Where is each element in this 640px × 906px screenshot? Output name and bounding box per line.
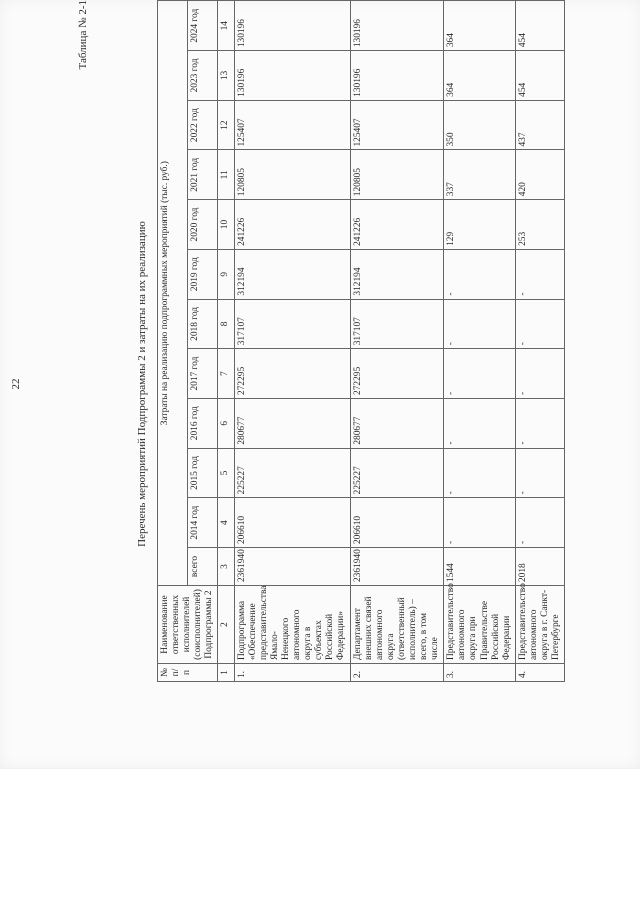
row-value: 125407 — [234, 100, 350, 150]
index-cell: 7 — [218, 349, 234, 399]
row-value: 225227 — [350, 448, 444, 498]
row-value: 206610 — [234, 498, 350, 548]
row-value: 280677 — [234, 398, 350, 448]
row-value: 120805 — [350, 150, 444, 200]
header-year: 2019 год — [188, 249, 218, 299]
row-value: 225227 — [234, 448, 350, 498]
row-name: Представительство автономного округа при Правительстве Российской Федерации — [444, 586, 516, 664]
row-value: 420 — [515, 150, 564, 200]
header-total: всего — [188, 548, 218, 586]
row-value: 253 — [515, 200, 564, 250]
table-title: Перечень мероприятий Подпрограммы 2 и затраты на их реализацию — [136, 221, 148, 547]
row-total: 2018 — [515, 548, 564, 586]
expenses-table — [157, 0, 565, 682]
index-cell: 9 — [218, 249, 234, 299]
row-value: 272295 — [350, 349, 444, 399]
row-value: 350 — [444, 100, 516, 150]
row-number: 2. — [350, 664, 444, 682]
table-row — [234, 1, 350, 682]
row-value: 317107 — [350, 299, 444, 349]
row-value: - — [515, 349, 564, 399]
row-value: 454 — [515, 51, 564, 101]
row-total: 1544 — [444, 548, 516, 586]
row-value: 130196 — [234, 51, 350, 101]
row-number: 4. — [515, 664, 564, 682]
header-year: 2014 год — [188, 498, 218, 548]
row-value: - — [444, 249, 516, 299]
row-value: 120805 — [234, 150, 350, 200]
row-value: 454 — [515, 1, 564, 51]
table-label: Таблица № 2-1 — [77, 0, 89, 70]
row-value: - — [444, 299, 516, 349]
header-year: 2024 год — [188, 1, 218, 51]
row-value: 125407 — [350, 100, 444, 150]
row-value: - — [515, 249, 564, 299]
header-year: 2016 год — [188, 398, 218, 448]
header-year: 2022 год — [188, 100, 218, 150]
row-value: - — [515, 448, 564, 498]
row-value: - — [444, 448, 516, 498]
row-value: 312194 — [350, 249, 444, 299]
header-name: Наименование ответственных исполнителей (соисполнителей) Подпрограммы 2 — [158, 586, 218, 664]
row-value: - — [515, 498, 564, 548]
header-no: № п/п — [158, 664, 218, 682]
row-value: 241226 — [350, 200, 444, 250]
row-name: Представительство автономного округа в г. Санкт-Петербурге — [515, 586, 564, 664]
index-cell: 10 — [218, 200, 234, 250]
table-row — [350, 1, 444, 682]
header-year: 2017 год — [188, 349, 218, 399]
index-cell: 12 — [218, 100, 234, 150]
table-row — [515, 1, 564, 682]
index-cell: 1 — [218, 664, 234, 682]
row-value: 317107 — [234, 299, 350, 349]
row-value: - — [444, 498, 516, 548]
row-value: 241226 — [234, 200, 350, 250]
index-row — [218, 1, 234, 682]
table-body — [234, 1, 565, 682]
header-year: 2018 год — [188, 299, 218, 349]
row-value: - — [515, 299, 564, 349]
row-name: Департамент внешних связей автономного округа (ответственный исполнитель) – всего, в том числе — [350, 586, 444, 664]
index-cell: 2 — [218, 586, 234, 664]
row-value: 364 — [444, 1, 516, 51]
row-value: 437 — [515, 100, 564, 150]
row-value: 312194 — [234, 249, 350, 299]
page-bottom-margin — [0, 768, 640, 906]
page-number: 22 — [10, 378, 22, 390]
row-value: 364 — [444, 51, 516, 101]
header-year: 2023 год — [188, 51, 218, 101]
header-year: 2015 год — [188, 448, 218, 498]
row-number: 3. — [444, 664, 516, 682]
row-value: - — [444, 349, 516, 399]
row-name: Подпрограмма «Обеспечение представительства Ямало-Ненецкого автономного округа в субъектах Российской Федерации» — [234, 586, 350, 664]
row-value: - — [444, 398, 516, 448]
row-value: 272295 — [234, 349, 350, 399]
index-cell: 4 — [218, 498, 234, 548]
row-value: - — [515, 398, 564, 448]
header-row-years — [188, 1, 218, 682]
header-year: 2021 год — [188, 150, 218, 200]
header-year: 2020 год — [188, 200, 218, 250]
row-number: 1. — [234, 664, 350, 682]
index-cell: 11 — [218, 150, 234, 200]
row-total: 2361940 — [350, 548, 444, 586]
row-value: 130196 — [350, 1, 444, 51]
index-cell: 13 — [218, 51, 234, 101]
row-value: 130196 — [350, 51, 444, 101]
row-value: 280677 — [350, 398, 444, 448]
index-cell: 6 — [218, 398, 234, 448]
row-value: 129 — [444, 200, 516, 250]
row-total: 2361940 — [234, 548, 350, 586]
header-row-1 — [158, 1, 188, 682]
row-value: 206610 — [350, 498, 444, 548]
index-cell: 3 — [218, 548, 234, 586]
row-value: 337 — [444, 150, 516, 200]
row-value: 130196 — [234, 1, 350, 51]
header-group: Затраты на реализацию подпрограммных мероприятий (тыс. руб.) — [158, 1, 188, 586]
index-cell: 5 — [218, 448, 234, 498]
index-cell: 8 — [218, 299, 234, 349]
index-cell: 14 — [218, 1, 234, 51]
table-row — [444, 1, 516, 682]
